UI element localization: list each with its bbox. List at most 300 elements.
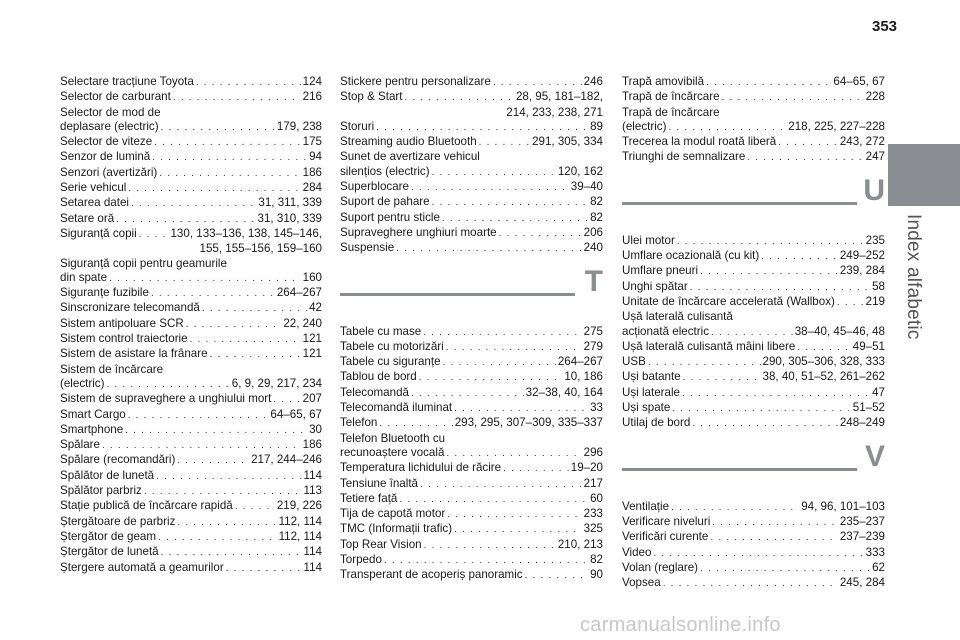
dot-leader bbox=[159, 167, 300, 181]
index-page-refs: 228 bbox=[865, 90, 885, 104]
index-term: TMC (Informații trafic) bbox=[340, 522, 453, 536]
index-entry bbox=[340, 477, 603, 492]
index-entry bbox=[622, 264, 885, 279]
index-term: Stație publică de încărcare rapidă bbox=[60, 499, 233, 513]
index-page-refs: 219 bbox=[865, 294, 885, 308]
index-page-refs: 82 bbox=[590, 195, 603, 209]
index-column-2 bbox=[340, 75, 603, 584]
dot-leader bbox=[376, 121, 588, 135]
index-page-refs: 62 bbox=[872, 560, 885, 574]
dot-leader bbox=[177, 516, 276, 530]
dot-leader bbox=[144, 485, 302, 499]
index-term: Setare oră bbox=[60, 211, 115, 225]
index-entry bbox=[340, 120, 603, 135]
dot-leader bbox=[190, 333, 301, 347]
index-page-refs: 248–249 bbox=[839, 416, 885, 430]
index-entry bbox=[340, 195, 603, 210]
index-term: Ventilație bbox=[622, 499, 670, 513]
index-term: Video bbox=[622, 545, 652, 559]
index-page-refs: 38, 40, 51–52, 261–262 bbox=[762, 370, 885, 384]
index-entry bbox=[340, 75, 603, 90]
index-page-refs: 33 bbox=[590, 401, 603, 415]
dot-leader bbox=[525, 569, 589, 583]
index-term: Spălător parbriz bbox=[60, 484, 142, 498]
watermark: carmanualsonline.info bbox=[580, 614, 781, 636]
index-entry bbox=[622, 310, 885, 324]
dot-leader bbox=[399, 493, 588, 507]
index-page-refs: 31, 311, 339 bbox=[258, 196, 322, 210]
index-page-refs: 51–52 bbox=[852, 401, 885, 415]
index-term: Verificări curente bbox=[622, 530, 709, 544]
index-term: Tabele cu mase bbox=[340, 324, 422, 338]
index-page-refs: 245, 284 bbox=[839, 576, 885, 590]
index-page-refs: 82 bbox=[590, 210, 603, 224]
index-page-refs: 22, 240 bbox=[283, 316, 322, 330]
dot-leader bbox=[700, 265, 838, 279]
index-term: Ștergere automată a geamurilor bbox=[60, 560, 224, 574]
dot-leader bbox=[173, 91, 301, 105]
index-entry bbox=[622, 515, 885, 530]
index-term: Telefon bbox=[340, 416, 378, 430]
index-term: Verificare niveluri bbox=[622, 514, 711, 528]
dot-leader bbox=[479, 136, 530, 150]
dot-leader bbox=[139, 228, 169, 242]
index-term: Siguranță copii pentru geamurile bbox=[60, 256, 227, 270]
index-entry bbox=[60, 377, 322, 392]
index-page-refs-continued: 214, 233, 238, 271 bbox=[506, 105, 603, 119]
index-entry bbox=[622, 325, 885, 340]
dot-leader bbox=[420, 478, 582, 492]
index-term: acționată electric bbox=[622, 324, 709, 338]
index-term: Trapă de încărcare bbox=[622, 90, 720, 104]
index-page-refs: 31, 310, 339 bbox=[257, 211, 322, 225]
dot-leader bbox=[128, 409, 269, 423]
index-term: Ușă laterală culisantă bbox=[622, 310, 733, 324]
dot-leader bbox=[154, 136, 301, 150]
index-entry bbox=[60, 347, 322, 362]
index-entry bbox=[60, 317, 322, 332]
index-page-refs: 264–267 bbox=[557, 355, 603, 369]
dot-leader bbox=[125, 424, 307, 438]
index-term: Spălare (recomandări) bbox=[60, 453, 176, 467]
index-entry bbox=[60, 469, 322, 484]
dot-leader bbox=[700, 562, 870, 576]
index-entry bbox=[340, 432, 603, 446]
index-page-refs: 247 bbox=[865, 150, 885, 164]
index-entry bbox=[60, 545, 322, 560]
dot-leader bbox=[778, 136, 838, 150]
dot-leader bbox=[710, 531, 838, 545]
index-term: Selectare tracțiune Toyota bbox=[60, 75, 194, 88]
index-page-refs: 235–237 bbox=[839, 514, 885, 528]
dot-leader bbox=[161, 546, 302, 560]
index-entry bbox=[60, 515, 322, 530]
index-term: Top Rear Vision bbox=[340, 537, 422, 551]
index-term: Senzor de lumină bbox=[60, 150, 151, 164]
index-term: Senzori (avertizări) bbox=[60, 165, 158, 179]
index-entry bbox=[60, 392, 322, 407]
index-term: Supraveghere unghiuri moarte bbox=[340, 225, 497, 239]
section-tab-marker bbox=[888, 144, 960, 206]
dot-leader bbox=[152, 151, 307, 165]
dot-leader bbox=[499, 227, 582, 241]
index-term: Sinscronizare telecomandă bbox=[60, 301, 200, 315]
dot-leader bbox=[454, 523, 582, 537]
index-page-refs: 58 bbox=[872, 279, 885, 293]
index-entry bbox=[622, 401, 885, 416]
index-entry bbox=[622, 249, 885, 264]
dot-leader bbox=[493, 76, 582, 90]
index-term: Ștergătoare de parbriz bbox=[60, 514, 176, 528]
index-entry bbox=[340, 180, 603, 195]
index-term: Spălător de lunetă bbox=[60, 468, 155, 482]
dot-leader bbox=[711, 326, 793, 340]
index-term: Smartphone bbox=[60, 422, 124, 436]
index-page-refs: 207 bbox=[302, 392, 322, 406]
index-term: Setarea datei bbox=[60, 196, 129, 210]
index-page-refs: 38–40, 45–46, 48 bbox=[794, 324, 885, 338]
dot-leader bbox=[447, 508, 581, 522]
dot-leader bbox=[712, 516, 838, 530]
dot-leader bbox=[419, 371, 563, 385]
index-entry bbox=[60, 196, 322, 211]
index-entry bbox=[340, 150, 603, 164]
index-term: Selector de viteze bbox=[60, 135, 153, 149]
index-entry bbox=[60, 257, 322, 271]
index-page-refs: 10, 186 bbox=[564, 370, 603, 384]
index-term: Stop & Start bbox=[340, 90, 403, 104]
dot-leader bbox=[722, 91, 864, 105]
index-term: Vopsea bbox=[622, 576, 661, 590]
dot-leader bbox=[161, 121, 275, 135]
dot-leader bbox=[109, 272, 301, 286]
index-entry bbox=[622, 576, 885, 591]
index-page-refs: 246 bbox=[583, 75, 603, 88]
index-entry bbox=[340, 211, 603, 226]
index-column-1 bbox=[60, 75, 322, 576]
index-entry bbox=[340, 461, 603, 476]
index-entry bbox=[60, 408, 322, 423]
index-term: Storuri bbox=[340, 119, 375, 133]
dot-leader bbox=[202, 302, 307, 316]
dot-leader bbox=[411, 181, 569, 195]
index-entry bbox=[622, 90, 885, 105]
dot-leader bbox=[503, 462, 569, 476]
index-column-3 bbox=[622, 75, 885, 591]
index-page-refs: 333 bbox=[865, 545, 885, 559]
dot-leader bbox=[186, 318, 282, 332]
dot-leader bbox=[158, 531, 277, 545]
index-entry bbox=[622, 530, 885, 545]
index-entry bbox=[60, 363, 322, 377]
index-page-refs: 114 bbox=[303, 545, 322, 559]
dot-leader bbox=[677, 235, 864, 249]
index-term: Tija de capotă motor bbox=[340, 507, 446, 521]
dot-leader bbox=[423, 326, 581, 340]
index-page-refs: 94 bbox=[309, 150, 322, 164]
dot-leader bbox=[424, 539, 556, 553]
section-letter: V bbox=[864, 439, 885, 473]
index-entry bbox=[340, 492, 603, 507]
index-term: Unitate de încărcare accelerată (Wallbox) bbox=[622, 294, 835, 308]
index-entry bbox=[60, 166, 322, 181]
index-term: Ștergător de geam bbox=[60, 529, 157, 543]
index-entry bbox=[622, 370, 885, 385]
dot-leader bbox=[405, 91, 514, 105]
index-page-refs: 296 bbox=[583, 445, 603, 459]
index-entry bbox=[60, 90, 322, 105]
dot-leader bbox=[706, 76, 831, 90]
index-entry bbox=[622, 120, 885, 135]
index-entry bbox=[340, 355, 603, 370]
index-page-refs: 124 bbox=[302, 75, 322, 88]
index-entry bbox=[60, 120, 322, 135]
index-entry bbox=[60, 227, 322, 257]
index-page-refs: 19–20 bbox=[570, 461, 603, 475]
index-page-refs: 39–40 bbox=[570, 180, 603, 194]
dot-leader bbox=[273, 393, 300, 407]
index-entry bbox=[60, 484, 322, 499]
dot-leader bbox=[672, 402, 850, 416]
index-page-refs: 264–267 bbox=[276, 286, 322, 300]
index-term: Sistem de asistare la frânare bbox=[60, 347, 208, 361]
index-term: Suport pentru sticle bbox=[340, 210, 440, 224]
index-term: Umflare pneuri bbox=[622, 264, 699, 278]
dot-leader bbox=[379, 417, 452, 431]
index-term: Serie vehicul bbox=[60, 181, 127, 195]
index-entry bbox=[340, 325, 603, 340]
index-term: Torpedo bbox=[340, 553, 382, 567]
dot-leader bbox=[226, 562, 302, 576]
index-page-refs: 237–239 bbox=[839, 530, 885, 544]
index-entry bbox=[340, 135, 603, 150]
index-term: Selector de mod de bbox=[60, 105, 161, 119]
index-entry bbox=[622, 106, 885, 120]
index-page-refs: 186 bbox=[302, 438, 322, 452]
dot-leader bbox=[446, 341, 582, 355]
index-term: Sistem de supraveghere a unghiului mort bbox=[60, 392, 272, 406]
index-term: Telecomandă bbox=[340, 385, 409, 399]
index-term: recunoaștere vocală bbox=[340, 445, 445, 459]
index-term: Sistem control traiectorie bbox=[60, 332, 188, 346]
dot-leader bbox=[683, 371, 761, 385]
dot-leader bbox=[102, 439, 301, 453]
index-page-refs-continued: 155, 155–156, 159–160 bbox=[199, 242, 322, 256]
index-term: Triunghi de semnalizare bbox=[622, 150, 746, 164]
index-entry bbox=[622, 135, 885, 150]
dot-leader bbox=[131, 197, 256, 211]
index-entry bbox=[340, 446, 603, 461]
dot-leader bbox=[692, 417, 838, 431]
index-entry bbox=[340, 553, 603, 568]
index-entry bbox=[60, 150, 322, 165]
dot-leader bbox=[837, 296, 864, 310]
index-page-refs: 112, 114 bbox=[278, 529, 322, 543]
dot-leader bbox=[663, 577, 838, 591]
dot-leader bbox=[210, 348, 301, 362]
index-term: Utilaj de bord bbox=[622, 416, 691, 430]
dot-leader bbox=[454, 402, 588, 416]
dot-leader bbox=[151, 287, 275, 301]
dot-leader bbox=[648, 356, 761, 370]
index-page-refs: 179, 238 bbox=[276, 119, 322, 133]
index-term: Telefon Bluetooth cu bbox=[340, 431, 446, 445]
index-page-refs: 114 bbox=[303, 468, 322, 482]
index-entry bbox=[60, 181, 322, 196]
index-term: Trapă de încărcare bbox=[622, 105, 720, 119]
dot-leader bbox=[446, 447, 581, 461]
index-page-refs: 279 bbox=[583, 339, 603, 353]
index-entry bbox=[340, 507, 603, 522]
dot-leader bbox=[432, 166, 556, 180]
index-entry bbox=[622, 340, 885, 355]
dot-leader bbox=[690, 281, 870, 295]
dot-leader bbox=[443, 356, 556, 370]
index-page-refs: 82 bbox=[590, 553, 603, 567]
index-entry bbox=[60, 301, 322, 316]
letter-section-header bbox=[340, 264, 603, 315]
index-term: Transperant de acoperiș panoramic bbox=[340, 568, 523, 582]
index-entry bbox=[340, 90, 603, 120]
index-entry bbox=[340, 241, 603, 256]
index-entry bbox=[622, 234, 885, 249]
index-entry bbox=[340, 226, 603, 241]
index-entry bbox=[340, 538, 603, 553]
index-entry bbox=[340, 568, 603, 583]
index-term: Telecomandă iluminat bbox=[340, 401, 453, 415]
index-term: (electric) bbox=[622, 119, 667, 133]
index-term: Volan (reglare) bbox=[622, 560, 699, 574]
index-page-refs: 243, 272 bbox=[839, 135, 885, 149]
index-page-refs: 113 bbox=[303, 484, 322, 498]
index-entry bbox=[60, 530, 322, 545]
index-entry bbox=[622, 280, 885, 295]
dot-leader bbox=[196, 76, 301, 90]
index-page-refs: 60 bbox=[590, 491, 603, 505]
index-page-refs: 325 bbox=[583, 522, 603, 536]
index-entry bbox=[622, 386, 885, 401]
index-page-refs: 30 bbox=[309, 422, 322, 436]
index-term: Streaming audio Bluetooth bbox=[340, 135, 477, 149]
index-page-refs: 249–252 bbox=[839, 249, 885, 263]
index-entry bbox=[60, 499, 322, 514]
section-rule bbox=[622, 468, 857, 471]
index-entry bbox=[622, 75, 885, 90]
dot-leader bbox=[156, 470, 301, 484]
index-entry bbox=[622, 500, 885, 515]
index-entry bbox=[340, 340, 603, 355]
index-entry bbox=[60, 438, 322, 453]
index-entry bbox=[60, 106, 322, 120]
index-term: Unghi spătar bbox=[622, 279, 688, 293]
index-entry bbox=[622, 150, 885, 165]
index-page-refs: 206 bbox=[583, 225, 603, 239]
index-term: Tetiere față bbox=[340, 491, 398, 505]
index-page-refs: 112, 114 bbox=[278, 514, 322, 528]
dot-leader bbox=[797, 341, 850, 355]
index-term: Siguranță copii bbox=[60, 226, 137, 240]
index-page-refs: 175 bbox=[302, 135, 322, 149]
index-term: Ștergător de lunetă bbox=[60, 545, 159, 559]
index-entry bbox=[60, 75, 322, 90]
index-page-refs: 290, 305–306, 328, 333 bbox=[762, 355, 885, 369]
section-side-title: Index alfabetic bbox=[903, 214, 924, 340]
index-term: din spate bbox=[60, 270, 108, 284]
index-entry bbox=[340, 165, 603, 180]
index-page-refs: 186 bbox=[302, 165, 322, 179]
index-page-refs: 94, 96, 101–103 bbox=[801, 499, 885, 513]
dot-leader bbox=[761, 250, 838, 264]
index-entry bbox=[340, 401, 603, 416]
index-entry bbox=[622, 416, 885, 431]
index-term: Uși batante bbox=[622, 370, 681, 384]
index-page-refs: 210, 213 bbox=[557, 537, 603, 551]
dot-leader bbox=[384, 554, 588, 568]
index-term: Ușă laterală culisantă mâini libere bbox=[622, 339, 796, 353]
dot-leader bbox=[442, 212, 588, 226]
index-page-refs: 64–65, 67 bbox=[833, 75, 885, 88]
index-term: Uși spate bbox=[622, 401, 671, 415]
index-entry bbox=[622, 561, 885, 576]
index-page-refs: 293, 295, 307–309, 335–337 bbox=[454, 416, 603, 430]
dot-leader bbox=[653, 547, 863, 561]
index-term: Stickere pentru personalizare bbox=[340, 75, 491, 88]
letter-section-header bbox=[622, 439, 885, 490]
index-page-refs: 114 bbox=[303, 560, 322, 574]
index-term: Tabele cu motorizări bbox=[340, 339, 444, 353]
dot-leader bbox=[116, 213, 255, 227]
index-entry bbox=[60, 423, 322, 438]
index-page-refs: 64–65, 67 bbox=[270, 407, 322, 421]
index-entry bbox=[60, 561, 322, 576]
index-page-refs: 42 bbox=[309, 301, 322, 315]
index-entry bbox=[622, 355, 885, 370]
section-rule bbox=[622, 202, 857, 205]
index-entry bbox=[60, 332, 322, 347]
section-rule bbox=[340, 293, 575, 296]
index-page-refs: 217, 244–246 bbox=[251, 453, 322, 467]
index-page-refs: 219, 226 bbox=[276, 499, 322, 513]
section-letter: T bbox=[584, 264, 603, 298]
index-term: Tablou de bord bbox=[340, 370, 417, 384]
index-term: Sunet de avertizare vehicul bbox=[340, 150, 480, 164]
index-page-refs: 217 bbox=[583, 476, 603, 490]
index-entry bbox=[60, 135, 322, 150]
index-page-refs: 239, 284 bbox=[839, 264, 885, 278]
index-term: Tabele cu siguranțe bbox=[340, 355, 441, 369]
index-term: Spălare bbox=[60, 438, 100, 452]
index-term: Tensiune înaltă bbox=[340, 476, 418, 490]
index-page-refs: 284 bbox=[302, 181, 322, 195]
index-page-refs: 218, 225, 227–228 bbox=[788, 119, 885, 133]
index-entry bbox=[340, 416, 603, 431]
dot-leader bbox=[106, 378, 229, 392]
index-entry bbox=[340, 386, 603, 401]
dot-leader bbox=[128, 182, 300, 196]
index-page-refs: 47 bbox=[872, 385, 885, 399]
index-term: Temperatura lichidului de răcire bbox=[340, 461, 502, 475]
index-entry bbox=[622, 295, 885, 310]
index-page-refs: 216 bbox=[302, 90, 322, 104]
index-term: Umflare ocazională (cu kit) bbox=[622, 249, 760, 263]
dot-leader bbox=[432, 196, 588, 210]
index-page-refs: 32–38, 40, 164 bbox=[525, 385, 603, 399]
index-page-refs: 89 bbox=[590, 119, 603, 133]
index-term: Selector de carburant bbox=[60, 90, 171, 104]
index-page-refs: 6, 9, 29, 217, 234 bbox=[231, 376, 322, 390]
index-entry bbox=[60, 212, 322, 227]
index-term: Sistem de încărcare bbox=[60, 362, 164, 376]
